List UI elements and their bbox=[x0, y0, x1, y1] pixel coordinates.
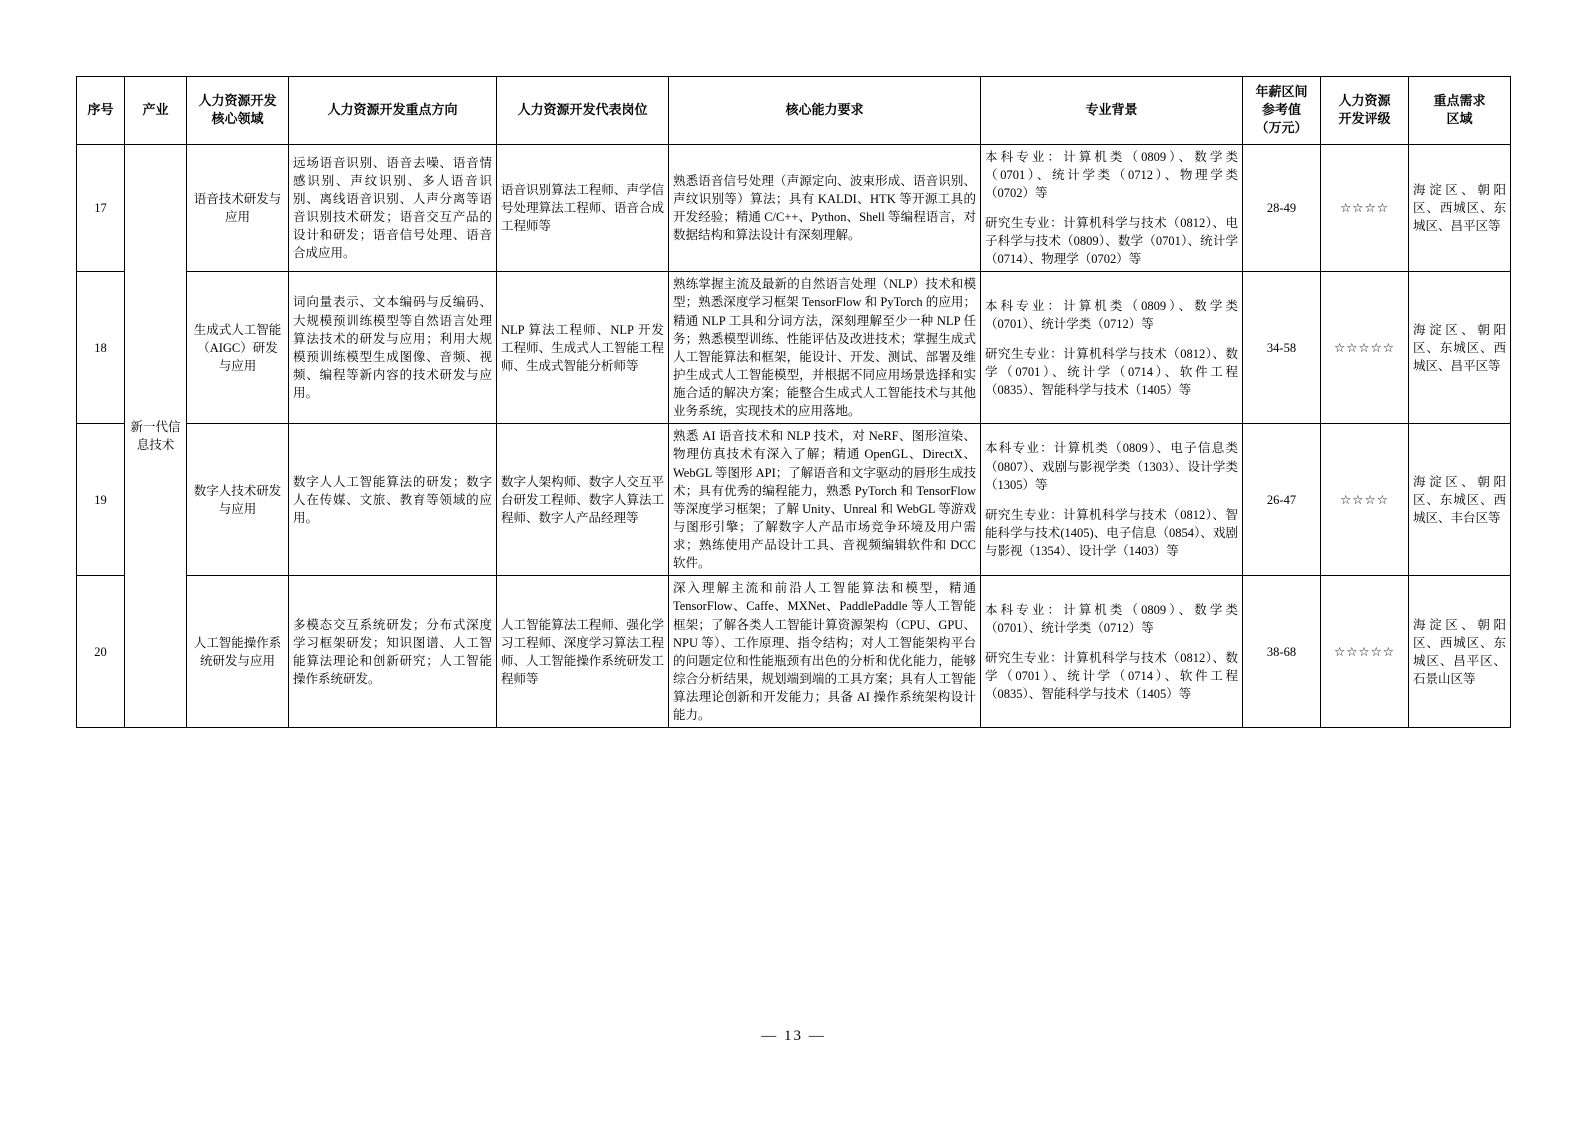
cell-salary: 28-49 bbox=[1243, 144, 1321, 272]
cell-seq: 19 bbox=[77, 424, 125, 576]
cell-major-graduate: 研究生专业：计算机科学与技术（0812）、数学（0701）、统计学（0714）、软件工程（0835）、智能科学与技术（1405）等 bbox=[985, 346, 1238, 397]
header-industry: 产业 bbox=[125, 77, 187, 145]
cell-major-undergrad: 本科专业：计算机类（0809）、数学类（0701）、统计学类（0712）等 bbox=[985, 602, 1238, 635]
page-number: — 13 — bbox=[761, 1028, 826, 1044]
cell-major-graduate: 研究生专业：计算机科学与技术（0812）、数学（0701）、统计学（0714）、软件工程（0835）、智能科学与技术（1405）等 bbox=[985, 650, 1238, 701]
cell-salary: 26-47 bbox=[1243, 424, 1321, 576]
cell-major bbox=[981, 144, 1243, 272]
header-salary bbox=[1243, 77, 1321, 145]
cell-core-area: 数字人技术研发与应用 bbox=[187, 424, 289, 576]
cell-region: 海淀区、朝阳区、东城区、西城区、丰台区等 bbox=[1409, 424, 1511, 576]
header-rating-line1: 人力资源 bbox=[1338, 93, 1391, 109]
cell-major-undergrad: 本科专业：计算机类（0809）、数学类（0701）、统计学类（0712）、物理学类（0702）等 bbox=[985, 149, 1238, 200]
cell-major bbox=[981, 424, 1243, 576]
cell-seq: 18 bbox=[77, 272, 125, 424]
cell-ability: 深入理解主流和前沿人工智能算法和模型，精通 TensorFlow、Caffe、MXNet、PaddlePaddle 等人工智能框架；了解各类人工智能计算资源架构（CPU、GPU、NPU 等）、工作原理、指令结构；对人工智能架构平台的问题定位和性能瓶颈有出色的分析和优化能力，能够综合分析结果，规划端到端的工具方案；具有人工智能算法理论创新和开发能力；具备 AI 操作系统架构设计能力。 bbox=[669, 576, 981, 728]
header-core-area bbox=[187, 77, 289, 145]
header-major: 专业背景 bbox=[981, 77, 1243, 145]
cell-post: NLP 算法工程师、NLP 开发工程师、生成式人工智能工程师、生成式智能分析师等 bbox=[497, 272, 669, 424]
cell-ability: 熟悉语音信号处理（声源定向、波束形成、语音识别、声纹识别等）算法；具有 KALDI、HTK 等开源工具的开发经验；精通 C/C++、Python、Shell 等编程语言，对数据结构和算法设计有深刻理解。 bbox=[669, 144, 981, 272]
table-row bbox=[77, 576, 1511, 728]
cell-ability: 熟练掌握主流及最新的自然语言处理（NLP）技术和模型；熟悉深度学习框架 TensorFlow 和 PyTorch 的应用；精通 NLP 工具和分词方法，深刻理解至少一种 NLP 任务；熟悉模型训练、性能评估及改进技术；掌握生成式人工智能算法和框架，能设计、开发、测试、部署及维护生成式人工智能模型，并根据不同应用场景选择和实施合适的解决方案；能整合生成式人工智能技术与其他业务系统，实现技术的应用落地。 bbox=[669, 272, 981, 424]
cell-region: 海淀区、朝阳区、东城区、西城区、昌平区等 bbox=[1409, 272, 1511, 424]
table-header-row bbox=[77, 77, 1511, 145]
header-direction: 人力资源开发重点方向 bbox=[289, 77, 497, 145]
cell-post: 数字人架构师、数字人交互平台研发工程师、数字人算法工程师、数字人产品经理等 bbox=[497, 424, 669, 576]
header-salary-line3: （万元） bbox=[1255, 120, 1308, 136]
cell-direction: 远场语音识别、语音去噪、语音情感识别、声纹识别、多人语音识别、离线语音识别、人声分离等语音识别技术研发；语音交互产品的设计和研发；语音信号处理、语音合成应用。 bbox=[289, 144, 497, 272]
cell-region: 海淀区、朝阳区、西城区、东城区、昌平区、石景山区等 bbox=[1409, 576, 1511, 728]
cell-core-area: 生成式人工智能（AIGC）研发与应用 bbox=[187, 272, 289, 424]
header-rating bbox=[1321, 77, 1409, 145]
cell-seq: 17 bbox=[77, 144, 125, 272]
cell-core-area: 人工智能操作系统研发与应用 bbox=[187, 576, 289, 728]
header-seq: 序号 bbox=[77, 77, 125, 145]
header-core-area-line2: 核心领域 bbox=[211, 111, 264, 127]
header-post: 人力资源开发代表岗位 bbox=[497, 77, 669, 145]
cell-core-area: 语音技术研发与应用 bbox=[187, 144, 289, 272]
cell-region: 海淀区、朝阳区、西城区、东城区、昌平区等 bbox=[1409, 144, 1511, 272]
cell-salary: 38-68 bbox=[1243, 576, 1321, 728]
talent-demand-table bbox=[76, 76, 1511, 728]
cell-salary: 34-58 bbox=[1243, 272, 1321, 424]
cell-seq: 20 bbox=[77, 576, 125, 728]
cell-post: 人工智能算法工程师、强化学习工程师、深度学习算法工程师、人工智能操作系统研发工程师等 bbox=[497, 576, 669, 728]
cell-major-graduate: 研究生专业：计算机科学与技术（0812）、电子科学与技术（0809）、数学（0701）、统计学（0714）、物理学（0702）等 bbox=[985, 215, 1238, 267]
cell-major-undergrad: 本科专业：计算机类（0809）、数学类（0701）、统计学类（0712）等 bbox=[985, 298, 1238, 331]
cell-direction: 词向量表示、文本编码与反编码、大规模预训练模型等自然语言处理算法技术的研发与应用；利用大规模预训练模型生成图像、音频、视频、编程等新内容的技术研发与应用。 bbox=[289, 272, 497, 424]
cell-rating: ☆☆☆☆☆ bbox=[1321, 272, 1409, 424]
cell-rating: ☆☆☆☆ bbox=[1321, 424, 1409, 576]
header-rating-line2: 开发评级 bbox=[1338, 111, 1391, 127]
cell-direction: 多模态交互系统研发；分布式深度学习框架研发；知识图谱、人工智能算法理论和创新研究；人工智能操作系统研发。 bbox=[289, 576, 497, 728]
cell-major-graduate: 研究生专业：计算机科学与技术（0812）、智能科学与技术(1405)、电子信息（0854）、戏剧与影视（1354）、设计学（1403）等 bbox=[985, 507, 1238, 559]
cell-major-undergrad: 本科专业：计算机类（0809）、电子信息类（0807）、戏剧与影视学类（1303）、设计学类（1305）等 bbox=[985, 441, 1238, 492]
header-region bbox=[1409, 77, 1511, 145]
cell-ability: 熟悉 AI 语音技术和 NLP 技术，对 NeRF、图形渲染、物理仿真技术有深入了解；精通 OpenGL、DirectX、WebGL 等图形 API；了解语音和文字驱动的唇形生成技术；具有优秀的编程能力，熟悉 PyTorch 和 TensorFlow 等深度学习框架；了解 Unity、Unreal 和 WebGL 等游戏与图形引擎；了解数字人产品市场竞争环境及用户需求；熟练使用产品设计工具、音视频编辑软件和 DCC 软件。 bbox=[669, 424, 981, 576]
table-row bbox=[77, 424, 1511, 576]
cell-direction: 数字人人工智能算法的研发；数字人在传媒、文旅、教育等领域的应用。 bbox=[289, 424, 497, 576]
header-salary-line1: 年薪区间 bbox=[1255, 84, 1308, 99]
table-row bbox=[77, 144, 1511, 272]
cell-major bbox=[981, 272, 1243, 424]
header-salary-line2: 参考值 bbox=[1261, 102, 1301, 118]
table-row bbox=[77, 272, 1511, 424]
cell-major bbox=[981, 576, 1243, 728]
cell-post: 语音识别算法工程师、声学信号处理算法工程师、语音合成工程师等 bbox=[497, 144, 669, 272]
header-ability: 核心能力要求 bbox=[669, 77, 981, 145]
cell-industry: 新一代信息技术 bbox=[125, 144, 187, 728]
header-region-line2: 区域 bbox=[1446, 111, 1473, 127]
cell-rating: ☆☆☆☆☆ bbox=[1321, 576, 1409, 728]
header-core-area-line1: 人力资源开发 bbox=[198, 93, 277, 109]
header-region-line1: 重点需求 bbox=[1433, 93, 1486, 109]
cell-rating: ☆☆☆☆ bbox=[1321, 144, 1409, 272]
